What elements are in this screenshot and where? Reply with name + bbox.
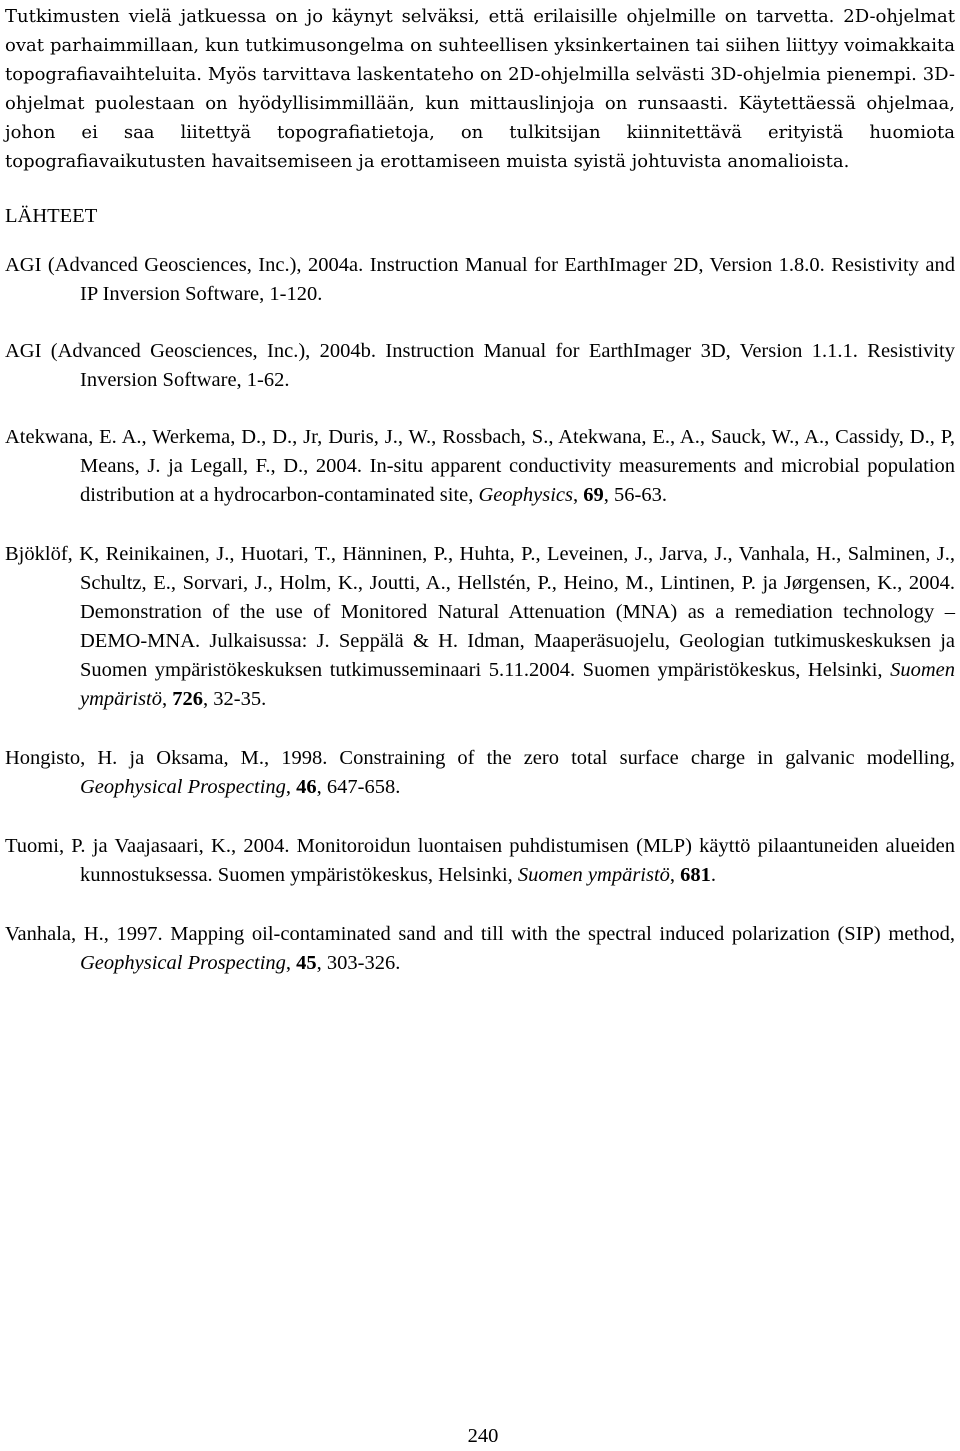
reference-volume: 45	[296, 952, 317, 974]
reference-volume: 46	[296, 776, 317, 798]
reference-pages: , 32-35.	[203, 688, 267, 710]
reference-text: Bjöklöf, K, Reinikainen, J., Huotari, T., Hänninen, P., Huhta, P., Leveinen, J., Jarva, J., Vanhala, H., Salminen, J., Schultz, E., Sorvari, J., Holm, K., Joutti, A., Hellstén, P., Heino, M., Lintinen, P. ja Jørgensen, K., 2004. Demonstration of the use of Monitored Natural Attenuation (MNA) as a remediation technology – DEMO-MNA. Julkaisussa: J. Seppälä & H. Idman, Maaperäsuojelu, Geologian tutkimuskeskuksen ja Suomen ympäristökeskuksen tutkimusseminaari 5.11.2004. Suomen ympäristökeskus, Helsinki,	[5, 543, 955, 681]
references-heading: LÄHTEET	[5, 205, 98, 227]
reference-entry	[5, 540, 955, 714]
reference-text: Tuomi, P. ja Vaajasaari, K., 2004. Monitoroidun luontaisen puhdistumisen (MLP) käyttö pilaantuneiden alueiden kunnostuksessa. Suomen ympäristökeskus, Helsinki,	[5, 835, 955, 886]
reference-entry	[5, 251, 955, 309]
reference-pages: , 303-326.	[316, 952, 401, 974]
body-paragraph: Tutkimusten vielä jatkuessa on jo käynyt selväksi, että erilaisille ohjelmille on tarvetta. 2D-ohjelmat ovat parhaimmillaan, kun tutkimusongelma on suhteellisen yksinkertainen tai siihen liittyy voimakkaita topografiavaihteluita. Myös tarvittava laskentateho on 2D-ohjelmilla selvästi 3D-ohjelmia pienempi. 3D-ohjelmat puolestaan on hyödyllisimmillään, kun mittauslinjoja on runsaasti. Käytettäessä ohjelmaa, johon ei saa liitettyä topografiatietoja, on tulkitsijan kiinnitettävä erityistä huomiota topografiavaikutusten havaitsemiseen ja erottamiseen muista syistä johtuvista anomalioista.	[5, 6, 955, 172]
reference-entry	[5, 832, 955, 890]
reference-journal: Suomen ympäristö	[80, 659, 955, 710]
reference-text: Atekwana, E. A., Werkema, D., D., Jr, Duris, J., W., Rossbach, S., Atekwana, E., A., Sauck, W., A., Cassidy, D., P, Means, J. ja Legall, F., D., 2004. In-situ apparent conductivity measurements and microbial population distribution at a hydrocarbon-contaminated site,	[5, 426, 955, 506]
reference-pages: , 56-63.	[603, 484, 667, 506]
reference-separator: ,	[573, 484, 584, 506]
reference-entry	[5, 744, 955, 802]
reference-journal: Suomen ympäristö	[517, 864, 670, 886]
reference-text: Hongisto, H. ja Oksama, M., 1998. Constraining of the zero total surface charge in galvanic modelling,	[5, 747, 955, 769]
document-page	[5, 0, 955, 978]
page-number: 240	[467, 1425, 499, 1447]
reference-separator: ,	[162, 688, 173, 710]
reference-separator: ,	[285, 776, 297, 798]
reference-journal: Geophysical Prospecting	[80, 776, 286, 798]
reference-text: AGI (Advanced Geosciences, Inc.), 2004b. Instruction Manual for EarthImager 3D, Version 1.1.1. Resistivity Inversion Software, 1-62.	[5, 340, 955, 391]
reference-volume: 681	[680, 864, 711, 886]
reference-volume: 726	[172, 688, 203, 710]
reference-pages: , 647-658.	[316, 776, 401, 798]
reference-separator: ,	[285, 952, 297, 974]
reference-text: AGI (Advanced Geosciences, Inc.), 2004a. Instruction Manual for EarthImager 2D, Version 1.8.0. Resistivity and IP Inversion Software, 1-120.	[5, 254, 955, 305]
reference-journal: Geophysics	[478, 484, 574, 506]
reference-entry	[5, 337, 955, 395]
reference-pages: .	[710, 864, 717, 886]
reference-separator: ,	[669, 864, 681, 886]
reference-entry	[5, 423, 955, 510]
reference-volume: 69	[583, 484, 604, 506]
reference-entry	[5, 920, 955, 978]
reference-journal: Geophysical Prospecting	[80, 952, 286, 974]
reference-text: Vanhala, H., 1997. Mapping oil-contaminated sand and till with the spectral induced polarization (SIP) method,	[5, 923, 955, 945]
